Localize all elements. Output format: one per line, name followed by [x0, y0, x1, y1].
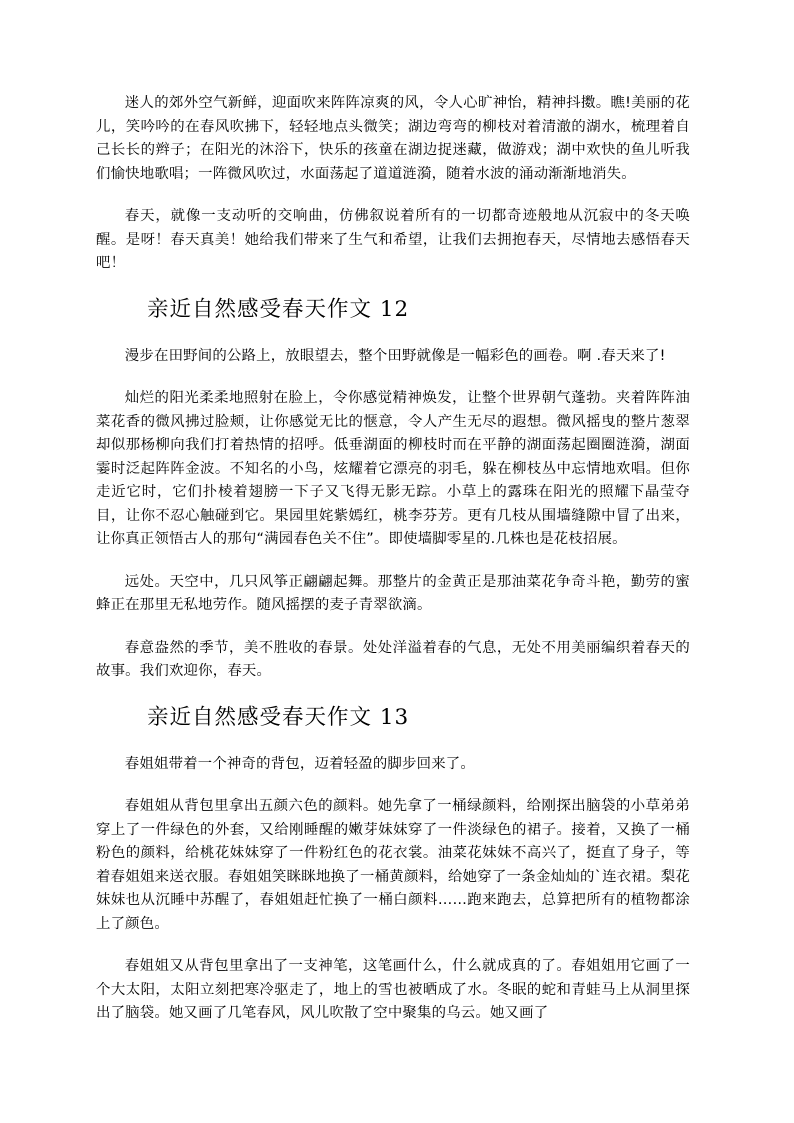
- section-heading: 亲近自然感受春天作文 13: [147, 704, 410, 730]
- paragraph: 春姐姐带着一个神奇的背包，迈着轻盈的脚步回来了。: [124, 755, 475, 772]
- section-heading: 亲近自然感受春天作文 12: [147, 296, 410, 322]
- paragraph: 春姐姐从背包里拿出五颜六色的颜料。她先拿了一桶绿颜料，给刚探出脑袋的小草弟弟穿上了一件绿色的外套，又给刚睡醒的嫩芽妹妹穿了一件淡绿色的裙子。接着，又换了一桶粉色的颜料，给桃花妹妹穿了一件粉红色的花衣裳。油菜花妹妹不高兴了，挺直了身子，等着春姐姐来送衣服。春姐姐笑眯眯地换了一桶黄颜料，给她穿了一条金灿灿的`连衣裙。梨花妹妹也从沉睡中苏醒了，春姐姐赶忙换了一桶白颜料……跑来跑去，总算把所有的植物都涂上了颜色。: [96, 798, 690, 932]
- paragraph: 迷人的郊外空气新鲜，迎面吹来阵阵凉爽的风，令人心旷神怡，精神抖擞。瞧!美丽的花儿，笑吟吟的在春风吹拂下，轻轻地点头微笑；湖边弯弯的柳枝对着清澈的湖水，梳理着自己长长的辫子；在阳光的沐浴下，快乐的孩童在湖边捉迷藏，做游戏；湖中欢快的鱼儿听我们愉快地歌唱；一阵微风吹过，水面荡起了道道涟漪，随着水波的涌动渐渐地消失。: [96, 95, 690, 182]
- document-page: [96, 92, 690, 1045]
- paragraph: 春姐姐又从背包里拿出了一支神笔，这笔画什么，什么就成真的了。春姐姐用它画了一个大太阳，太阳立刻把寒冷驱走了，地上的雪也被晒成了水。冬眠的蛇和青蛙马上从洞里探出了脑袋。她又画了几笔春风，风儿吹散了空中聚集的乌云。她又画了: [96, 958, 690, 1021]
- paragraph: 漫步在田野间的公路上，放眼望去，整个田野就像是一幅彩色的画卷。啊 .春天来了!: [124, 347, 666, 364]
- paragraph: 远处。天空中，几只风筝正翩翩起舞。那整片的金黄正是那油菜花争奇斗艳，勤劳的蜜蜂正在那里无私地劳作。随风摇摆的麦子青翠欲滴。: [96, 573, 690, 613]
- paragraph: 春意盎然的季节，美不胜收的春景。处处洋溢着春的气息，无处不用美丽编织着春天的故事。我们欢迎你，春天。: [96, 639, 690, 679]
- paragraph: 春天，就像一支动听的交响曲，仿佛叙说着所有的一切都奇迹般地从沉寂中的冬天唤醒。是呀！春天真美！她给我们带来了生气和希望，让我们去拥抱春天，尽情地去感悟春天吧！: [96, 208, 690, 271]
- paragraph: 灿烂的阳光柔柔地照射在脸上，令你感觉精神焕发，让整个世界朝气蓬勃。夹着阵阵油菜花香的微风拂过脸颊，让你感觉无比的惬意，令人产生无尽的遐想。微风摇曳的整片葱翠却似那杨柳向我们打着热情的招呼。低垂湖面的柳枝时而在平静的湖面荡起圈圈涟漪，湖面霎时泛起阵阵金波。不知名的小鸟，炫耀着它漂亮的羽毛，躲在柳枝丛中忘情地欢唱。但你走近它时，它们扑棱着翅膀一下子又飞得无影无踪。小草上的露珠在阳光的照耀下晶莹夺目，让你不忍心触碰到它。果园里姹紫嫣红，桃李芬芳。更有几枝从围墙缝隙中冒了出来，让你真正领悟古人的那句“满园春色关不住”。即使墙脚零星的.几株也是花枝招展。: [96, 390, 690, 547]
